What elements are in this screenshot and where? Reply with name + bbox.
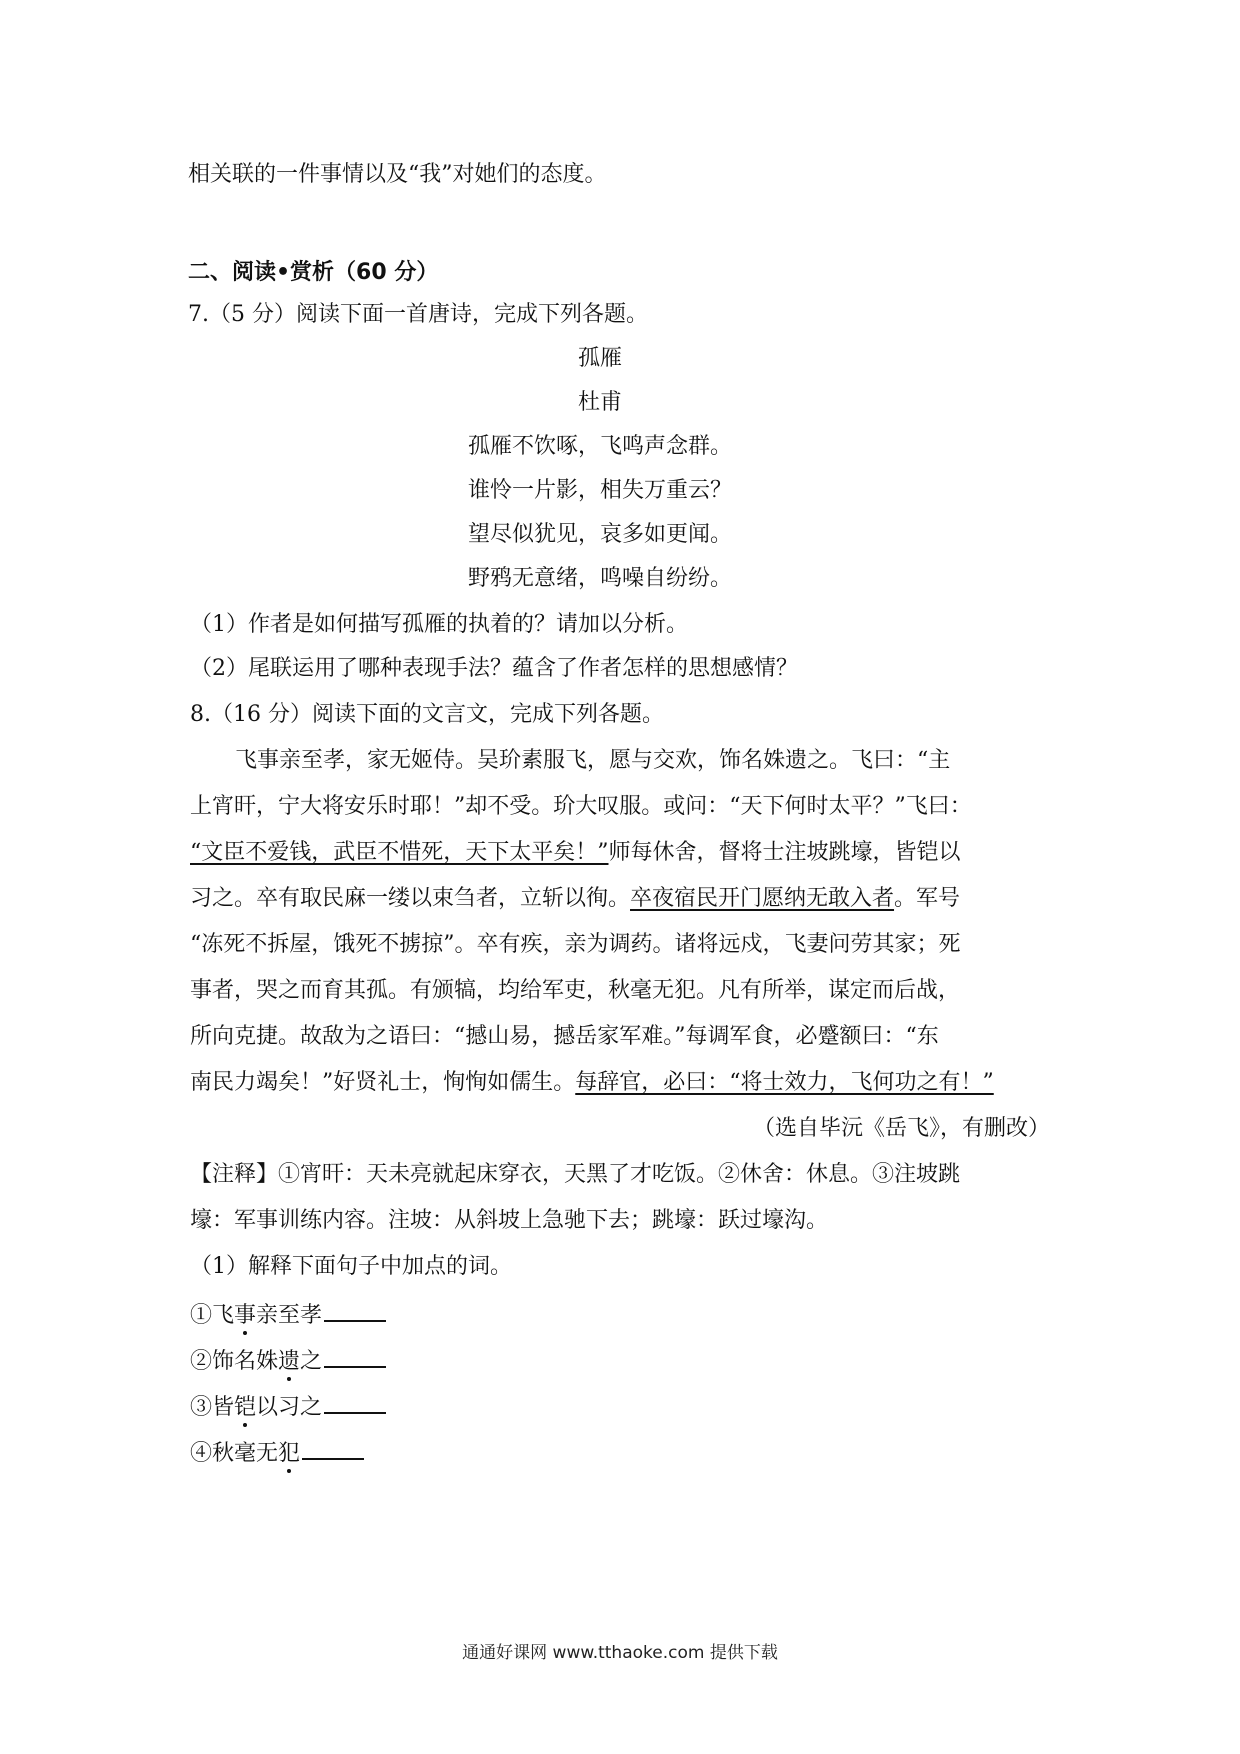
word-item-1 [190,1298,386,1331]
note-line-1: 【注释】①宵旰：天未亮就起床穿衣，天黑了才吃饭。②休舍：休息。③注坡跳 [190,1162,961,1187]
underlined-sentence-1: “文臣不爱钱，武臣不惜死，天下太平矣！” [190,840,609,865]
dotted-word-4: 犯 [278,1441,301,1466]
intro-tail-text: 相关联的一件事情以及“我”对她们的态度。 [188,162,607,187]
word-item-2-pre: ②饰名姝 [190,1349,279,1374]
word-item-3-pre: ③皆 [190,1395,235,1420]
passage-line-4 [190,884,960,914]
dotted-word-2: 遗 [278,1349,301,1374]
q8-prompt: 8.（16 分）阅读下面的文言文，完成下列各题。 [190,702,664,727]
word-item-1-post: 亲至孝 [256,1303,323,1328]
passage-line-4-pre: 习之。卒有取民麻一缕以束刍者，立斩以徇。 [190,886,631,911]
answer-blank-3[interactable] [324,1390,386,1414]
answer-blank-4[interactable] [302,1436,364,1460]
passage-line-5: “冻死不拆屋，饿死不掳掠”。卒有疾，亲为调药。诸将远戍，飞妻问劳其家；死 [190,932,961,957]
dotted-word-1: 事 [234,1303,257,1328]
word-item-3 [190,1390,386,1423]
word-item-1-pre: ①飞 [190,1303,235,1328]
poem-line-2: 谁怜一片影，相失万重云？ [467,478,732,503]
page-footer: 通通好课网 www.tthaoke.com 提供下载 [462,1643,778,1663]
passage-line-2: 上宵旰，宁大将安乐时耶！”却不受。玠大叹服。或问：“天下何时太平？”飞曰： [190,794,972,819]
dotted-word-3: 铠 [234,1395,257,1420]
section-title: 二、阅读•赏析（60 分） [188,260,439,285]
q8-sub-question-1: （1）解释下面句子中加点的词。 [190,1254,512,1279]
passage-line-4-post: 。军号 [894,886,961,911]
passage-line-6: 事者，哭之而育其孤。有颁犒，均给军吏，秋毫无犯。凡有所举，谋定而后战， [190,978,961,1003]
passage-source: （选自毕沅《岳飞》，有删改） [752,1116,1050,1141]
passage-line-7: 所向克捷。故敌为之语曰：“撼山易，撼岳家军难。”每调军食，必蹙额曰：“东 [190,1024,939,1049]
poem-author: 杜甫 [577,390,622,415]
q7-sub-question-1: （1）作者是如何描写孤雁的执着的？请加以分析。 [190,612,688,637]
word-item-4-pre: ④秋毫无 [190,1441,279,1466]
q7-sub-question-2: （2）尾联运用了哪种表现手法？蕴含了作者怎样的思想感情？ [190,656,798,681]
answer-blank-2[interactable] [324,1344,386,1368]
passage-line-8-pre: 南民力竭矣！”好贤礼士，恂恂如儒生。 [190,1070,576,1095]
poem-line-3: 望尽似犹见，哀多如更闻。 [467,522,732,547]
passage-line-3 [190,838,961,868]
answer-blank-1[interactable] [324,1298,386,1322]
passage-line-3-rest: 师每休舍，督将士注坡跳壕，皆铠以 [608,840,961,865]
word-item-2-post: 之 [300,1349,323,1374]
passage-line-8 [190,1068,994,1098]
note-line-2: 壕：军事训练内容。注坡：从斜坡上急驰下去；跳壕：跃过壕沟。 [190,1208,829,1233]
q7-prompt: 7.（5 分）阅读下面一首唐诗，完成下列各题。 [188,302,648,327]
word-item-2 [190,1344,386,1377]
passage-line-1: 飞事亲至孝，家无姬侍。吴玠素服飞，愿与交欢，饰名姝遗之。飞曰：“主 [235,748,951,773]
underlined-sentence-2: 卒夜宿民开门愿纳无敢入者 [630,886,895,911]
word-item-3-post: 以习之 [256,1395,323,1420]
poem-title: 孤雁 [577,346,622,371]
word-item-4 [190,1436,364,1469]
poem-line-4: 野鸦无意绪，鸣噪自纷纷。 [467,566,732,591]
poem-line-1: 孤雁不饮啄，飞鸣声念群。 [467,434,732,459]
underlined-sentence-3: 每辞官，必曰：“将士效力，飞何功之有！” [575,1070,994,1095]
